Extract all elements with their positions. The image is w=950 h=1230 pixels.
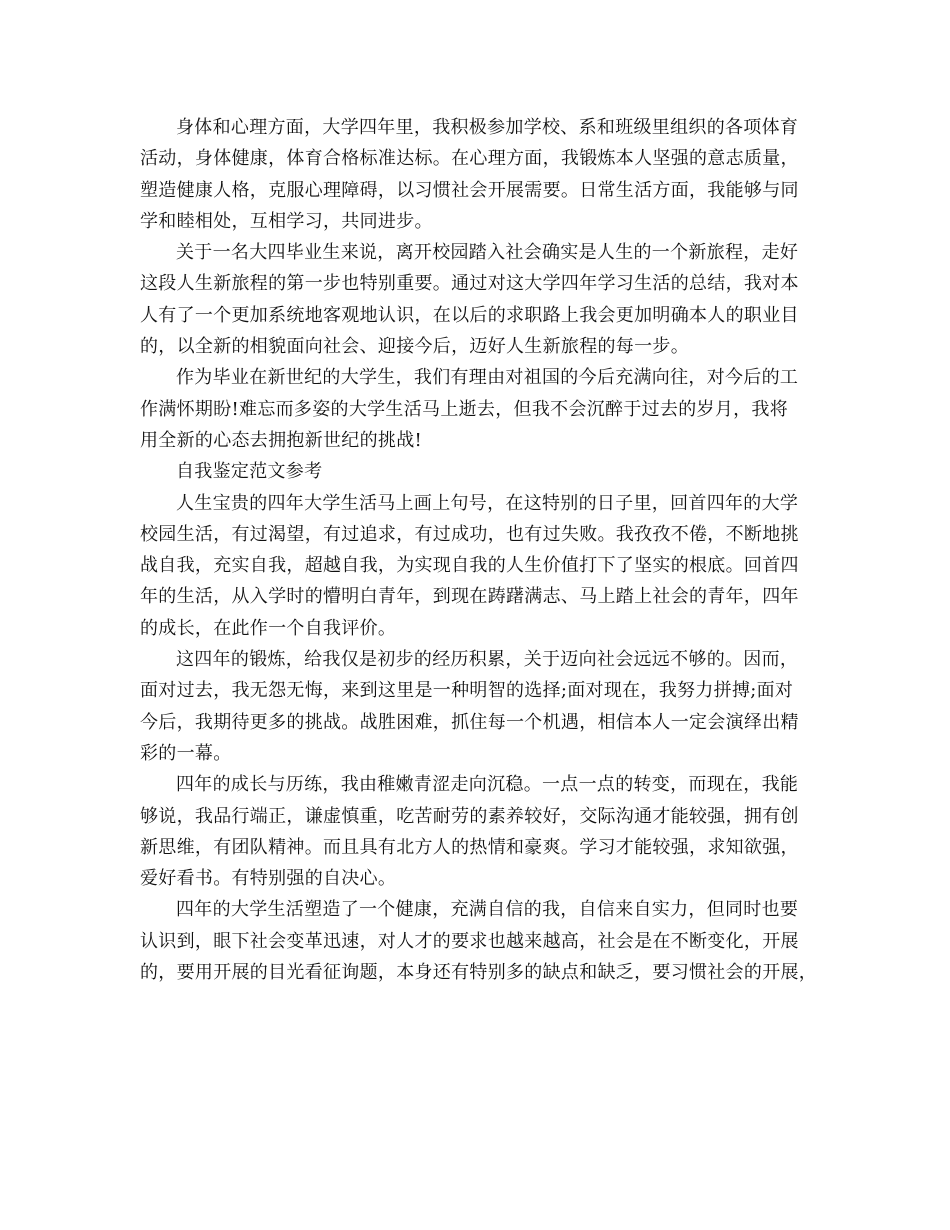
text-line: 四年的成长与历练，我由稚嫩青涩走向沉稳。一点一点的转变，而现在，我能 — [176, 774, 799, 796]
paragraph — [140, 362, 820, 456]
text-line: 作为毕业在新世纪的大学生，我们有理由对祖国的今后充满向往，对今后的工 — [176, 367, 799, 389]
document-body — [140, 112, 820, 988]
text-line: 认识到，眼下社会变革迅速，对人才的要求也越来越高，社会是在不断变化，开展 — [140, 930, 799, 952]
text-line: 够说，我品行端正，谦虚慎重，吃苦耐劳的素养较好，交际沟通才能较强，拥有创 — [140, 805, 799, 827]
text-line: 塑造健康人格，克服心理障碍，以习惯社会开展需要。日常生活方面，我能够与同 — [140, 179, 799, 201]
text-line: 战自我，充实自我，超越自我，为实现自我的人生价值打下了坚实的根底。回首四 — [140, 555, 799, 577]
text-line: 爱好看书。有特别强的自决心。 — [140, 868, 397, 890]
text-line: 这段人生新旅程的第一步也特别重要。通过对这大学四年学习生活的总结，我对本 — [140, 273, 799, 295]
text-line: 的成长，在此作一个自我评价。 — [140, 617, 397, 639]
text-line: 活动，身体健康，体育合格标准达标。在心理方面，我锻炼本人坚强的意志质量， — [140, 148, 799, 170]
text-line: 关于一名大四毕业生来说，离开校园踏入社会确实是人生的一个新旅程，走好 — [176, 242, 799, 264]
paragraph — [140, 112, 820, 237]
text-line: 的，以全新的相貌面向社会、迎接今后，迈好人生新旅程的每一步。 — [140, 336, 689, 358]
text-line: 这四年的锻炼，给我仅是初步的经历积累，关于迈向社会远远不够的。因而， — [176, 649, 799, 671]
text-line: 学和睦相处，互相学习，共同进步。 — [140, 210, 433, 232]
text-line: 校园生活，有过渴望，有过追求，有过成功，也有过失败。我孜孜不倦，不断地挑 — [140, 523, 799, 545]
text-line: 彩的一幕。 — [140, 742, 232, 764]
paragraph — [140, 488, 820, 644]
text-line: 自我鉴定范文参考 — [176, 461, 323, 483]
paragraph — [140, 769, 820, 894]
paragraph — [140, 644, 820, 769]
text-line: 面对过去，我无怨无悔，来到这里是一种明智的选择;面对现在，我努力拼搏;面对 — [140, 680, 794, 702]
text-line: 的，要用开展的目光看征询题，本身还有特别多的缺点和缺乏，要习惯社会的开展， — [140, 962, 818, 984]
text-line: 人生宝贵的四年大学生活马上画上句号，在这特别的日子里，回首四年的大学 — [176, 492, 799, 514]
text-line: 四年的大学生活塑造了一个健康，充满自信的我，自信来自实力，但同时也要 — [176, 899, 799, 921]
text-line: 作满怀期盼!难忘而多姿的大学生活马上逝去，但我不会沉醉于过去的岁月，我将 — [140, 398, 789, 420]
paragraph — [140, 456, 820, 487]
text-line: 新思维，有团队精神。而且具有北方人的热情和豪爽。学习才能较强，求知欲强， — [140, 836, 799, 858]
text-line: 身体和心理方面，大学四年里，我积极参加学校、系和班级里组织的各项体育 — [176, 117, 799, 138]
paragraph — [140, 237, 820, 362]
text-line: 年的生活，从入学时的懵明白青年，到现在踌躇满志、马上踏上社会的青年，四年 — [140, 586, 799, 608]
paragraph — [140, 894, 820, 988]
text-line: 人有了一个更加系统地客观地认识，在以后的求职路上我会更加明确本人的职业目 — [140, 304, 799, 326]
text-line: 用全新的心态去拥抱新世纪的挑战! — [140, 429, 423, 451]
text-line: 今后，我期待更多的挑战。战胜困难，抓住每一个机遇，相信本人一定会演绎出精 — [140, 711, 799, 733]
